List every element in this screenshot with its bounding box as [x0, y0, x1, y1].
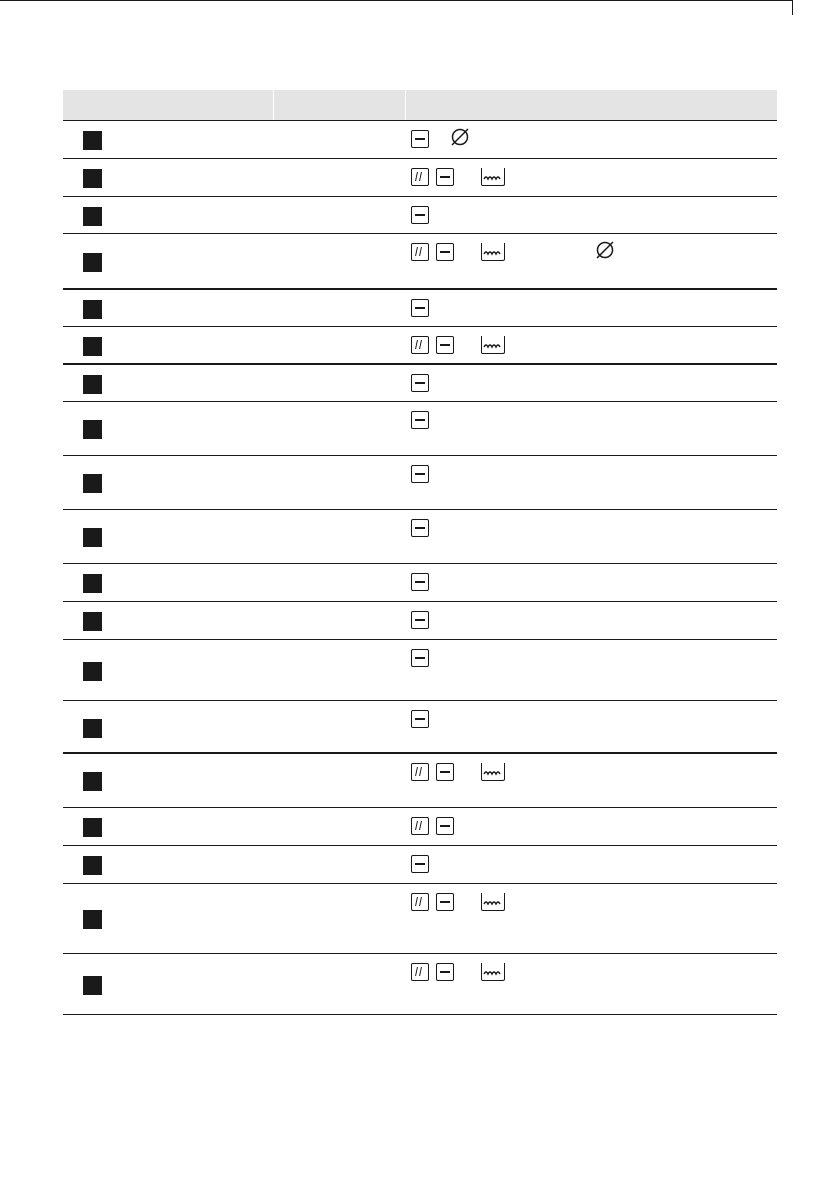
row-marker-square: [83, 131, 102, 150]
bath-icon: [481, 243, 505, 261]
minus-icon: [411, 611, 429, 629]
steam-icon: [411, 763, 429, 781]
table-row: [63, 602, 777, 640]
row-marker-square: [83, 856, 102, 875]
table-row: [63, 365, 777, 402]
table-row: [63, 327, 777, 365]
minus-icon: [411, 855, 429, 873]
empty-set-icon: [449, 126, 471, 148]
minus-icon: [436, 817, 454, 835]
steam-icon: [411, 817, 429, 835]
table-row: [63, 754, 777, 808]
row-marker-square: [83, 818, 102, 837]
bath-icon: [481, 893, 505, 911]
minus-icon: [411, 206, 429, 224]
minus-icon: [411, 374, 429, 392]
row-marker-square: [83, 719, 102, 738]
table-row: [63, 197, 777, 234]
minus-icon: [436, 963, 454, 981]
row-marker-square: [83, 375, 102, 394]
minus-icon: [436, 336, 454, 354]
table-header: [63, 90, 777, 121]
table-body: [63, 121, 777, 1015]
table-row: [63, 564, 777, 602]
table-row: [63, 954, 777, 1015]
table-row: [63, 456, 777, 510]
table-row: [63, 808, 777, 846]
table-row: [63, 234, 777, 290]
row-marker-square: [83, 662, 102, 681]
table-row: [63, 701, 777, 754]
header-separator: [273, 90, 274, 120]
minus-icon: [411, 411, 429, 429]
steam-icon: [411, 336, 429, 354]
row-marker-square: [83, 612, 102, 631]
row-marker-square: [83, 169, 102, 188]
row-marker-square: [83, 420, 102, 439]
minus-icon: [436, 243, 454, 261]
minus-icon: [411, 649, 429, 667]
minus-icon: [436, 168, 454, 186]
minus-icon: [436, 893, 454, 911]
steam-icon: [411, 963, 429, 981]
row-marker-square: [83, 337, 102, 356]
bath-icon: [481, 336, 505, 354]
steam-icon: [411, 168, 429, 186]
minus-icon: [436, 763, 454, 781]
table-row: [63, 402, 777, 456]
minus-icon: [411, 465, 429, 483]
row-marker-square: [83, 474, 102, 493]
row-marker-square: [83, 300, 102, 319]
minus-icon: [411, 519, 429, 537]
minus-icon: [411, 710, 429, 728]
program-table: [63, 90, 777, 1015]
row-marker-square: [83, 772, 102, 791]
page-top-rule: [0, 0, 792, 1]
row-marker-square: [83, 528, 102, 547]
empty-set-icon: [594, 239, 616, 261]
minus-icon: [411, 573, 429, 591]
steam-icon: [411, 243, 429, 261]
table-row: [63, 510, 777, 564]
steam-icon: [411, 893, 429, 911]
row-marker-square: [83, 976, 102, 995]
table-row: [63, 640, 777, 701]
bath-icon: [481, 963, 505, 981]
bath-icon: [481, 168, 505, 186]
table-row: [63, 159, 777, 197]
minus-icon: [411, 130, 429, 148]
row-marker-square: [83, 910, 102, 929]
table-row: [63, 290, 777, 327]
row-marker-square: [83, 207, 102, 226]
table-row: [63, 121, 777, 159]
row-marker-square: [83, 574, 102, 593]
table-row: [63, 884, 777, 954]
bath-icon: [481, 763, 505, 781]
row-marker-square: [83, 253, 102, 272]
table-row: [63, 846, 777, 884]
minus-icon: [411, 299, 429, 317]
header-separator: [405, 90, 406, 120]
